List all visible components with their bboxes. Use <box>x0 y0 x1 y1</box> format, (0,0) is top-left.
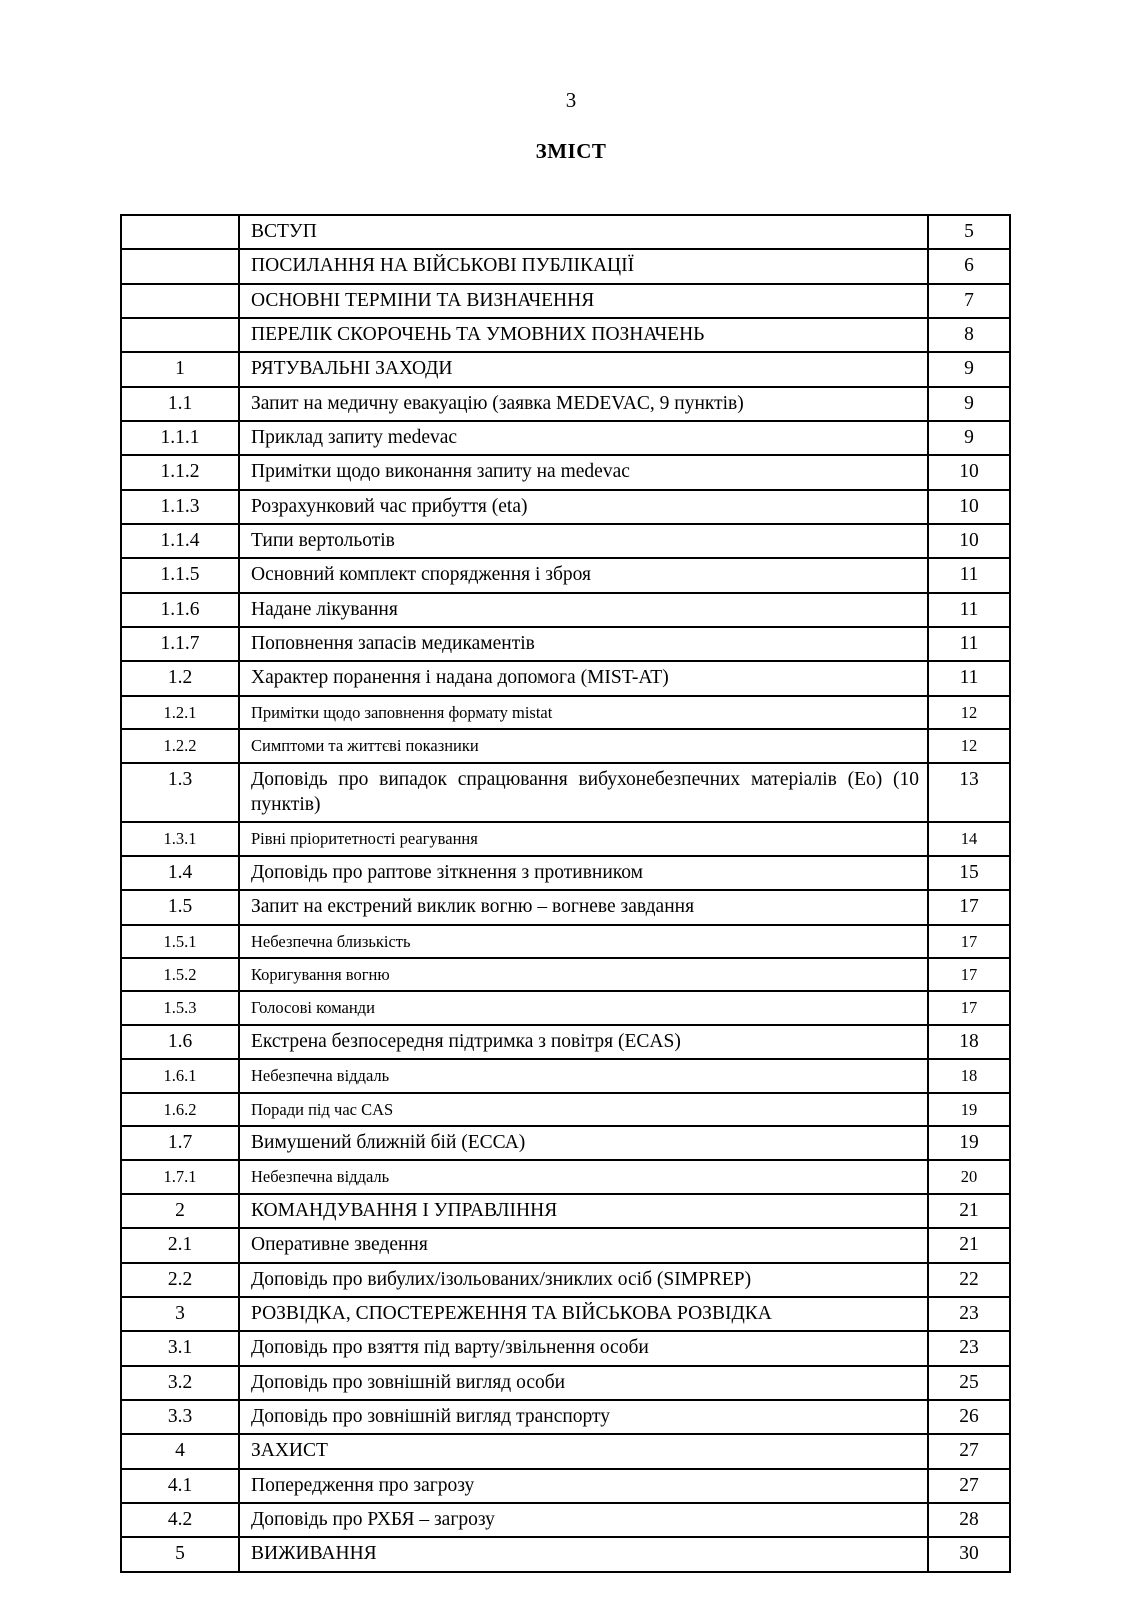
toc-row <box>121 1537 1010 1571</box>
toc-num: 4.1 <box>121 1469 239 1503</box>
toc-title: ВИЖИВАННЯ <box>239 1537 928 1571</box>
toc-page: 7 <box>928 284 1010 318</box>
toc-num: 1.1.3 <box>121 490 239 524</box>
page-number: 3 <box>565 88 577 112</box>
toc-title: Примітки щодо заповнення формату mistat <box>239 696 928 729</box>
toc-title: Характер поранення і надана допомога (MIST-AT) <box>239 661 928 695</box>
toc-num: 1.1.4 <box>121 524 239 558</box>
toc-title: Попередження про загрозу <box>239 1469 928 1503</box>
toc-num: 1.4 <box>121 856 239 890</box>
toc-title: Коригування вогню <box>239 958 928 991</box>
toc-title: РОЗВІДКА, СПОСТЕРЕЖЕННЯ ТА ВІЙСЬКОВА РОЗВІДКА <box>239 1297 928 1331</box>
toc-num: 1.2 <box>121 661 239 695</box>
toc-num <box>121 249 239 283</box>
toc-title: Доповідь про зовнішній вигляд особи <box>239 1366 928 1400</box>
toc-row <box>121 558 1010 592</box>
toc-page: 5 <box>928 215 1010 249</box>
toc-title: Голосові команди <box>239 991 928 1024</box>
toc-row <box>121 455 1010 489</box>
toc-row <box>121 387 1010 421</box>
toc-num: 4.2 <box>121 1503 239 1537</box>
toc-title: Симптоми та життєві показники <box>239 729 928 762</box>
toc-num: 3 <box>121 1297 239 1331</box>
page-title: ЗМІСТ <box>535 139 607 163</box>
toc-page: 11 <box>928 627 1010 661</box>
toc-page: 19 <box>928 1126 1010 1160</box>
toc-title: Доповідь про раптове зіткнення з противником <box>239 856 928 890</box>
toc-row <box>121 696 1010 729</box>
toc-page: 18 <box>928 1059 1010 1092</box>
toc-num <box>121 318 239 352</box>
toc-num: 1.1.6 <box>121 593 239 627</box>
toc-num: 2 <box>121 1194 239 1228</box>
toc-num: 4 <box>121 1434 239 1468</box>
toc-num: 1.6.2 <box>121 1093 239 1126</box>
toc-row <box>121 318 1010 352</box>
toc-num: 1.1.7 <box>121 627 239 661</box>
toc-title: Доповідь про РХБЯ – загрозу <box>239 1503 928 1537</box>
toc-num: 1.3 <box>121 763 239 823</box>
toc-row <box>121 991 1010 1024</box>
toc-title: ПОСИЛАННЯ НА ВІЙСЬКОВІ ПУБЛІКАЦІЇ <box>239 249 928 283</box>
toc-page: 17 <box>928 958 1010 991</box>
toc-title: РЯТУВАЛЬНІ ЗАХОДИ <box>239 352 928 386</box>
toc-title: Поповнення запасів медикаментів <box>239 627 928 661</box>
toc-title: Вимушений ближній бій (ЕССА) <box>239 1126 928 1160</box>
toc-num: 1.5.2 <box>121 958 239 991</box>
toc-title: Поради під час CAS <box>239 1093 928 1126</box>
toc-page: 11 <box>928 593 1010 627</box>
toc-page: 21 <box>928 1194 1010 1228</box>
toc-row <box>121 1126 1010 1160</box>
toc-page: 12 <box>928 696 1010 729</box>
toc-row <box>121 661 1010 695</box>
toc-num: 1.6.1 <box>121 1059 239 1092</box>
toc-title: Типи вертольотів <box>239 524 928 558</box>
toc-row <box>121 490 1010 524</box>
toc-page: 25 <box>928 1366 1010 1400</box>
toc-page: 12 <box>928 729 1010 762</box>
toc-row <box>121 215 1010 249</box>
toc-title: Розрахунковий час прибуття (eta) <box>239 490 928 524</box>
toc-num: 1.3.1 <box>121 822 239 855</box>
toc-title: Доповідь про випадок спрацювання вибухонебезпечних матеріалів (Ео) (10 пунктів) <box>239 763 928 823</box>
toc-body <box>121 215 1010 1572</box>
toc-page: 27 <box>928 1469 1010 1503</box>
toc-title: Основний комплект спорядження і зброя <box>239 558 928 592</box>
toc-page: 11 <box>928 661 1010 695</box>
toc-num: 1.5.1 <box>121 925 239 958</box>
toc-page: 14 <box>928 822 1010 855</box>
toc-row <box>121 249 1010 283</box>
toc-title: Рівні пріоритетності реагування <box>239 822 928 855</box>
toc-page: 6 <box>928 249 1010 283</box>
toc-title: Доповідь про зовнішній вигляд транспорту <box>239 1400 928 1434</box>
toc-page: 28 <box>928 1503 1010 1537</box>
toc-num: 1.7.1 <box>121 1160 239 1193</box>
toc-row <box>121 593 1010 627</box>
toc-row <box>121 1331 1010 1365</box>
toc-page: 10 <box>928 455 1010 489</box>
toc-num: 1.6 <box>121 1025 239 1059</box>
toc-row <box>121 1503 1010 1537</box>
toc-row <box>121 1059 1010 1092</box>
toc-title: ЗАХИСТ <box>239 1434 928 1468</box>
toc-row <box>121 1263 1010 1297</box>
toc-num: 1 <box>121 352 239 386</box>
toc-row <box>121 763 1010 823</box>
toc-row <box>121 352 1010 386</box>
toc-num: 1.2.2 <box>121 729 239 762</box>
toc-row <box>121 729 1010 762</box>
toc-title: Небезпечна близькість <box>239 925 928 958</box>
toc-page: 30 <box>928 1537 1010 1571</box>
toc-page: 9 <box>928 421 1010 455</box>
toc-num <box>121 284 239 318</box>
toc-row <box>121 421 1010 455</box>
toc-num <box>121 215 239 249</box>
toc-row <box>121 284 1010 318</box>
toc-title: Небезпечна віддаль <box>239 1160 928 1193</box>
toc-num: 1.1.2 <box>121 455 239 489</box>
toc-num: 3.2 <box>121 1366 239 1400</box>
toc-num: 3.3 <box>121 1400 239 1434</box>
toc-num: 1.1.5 <box>121 558 239 592</box>
toc-title: Приклад запиту medevac <box>239 421 928 455</box>
toc-title: КОМАНДУВАННЯ І УПРАВЛІННЯ <box>239 1194 928 1228</box>
toc-num: 2.2 <box>121 1263 239 1297</box>
toc-page: 21 <box>928 1228 1010 1262</box>
toc-title: Примітки щодо виконання запиту на medevac <box>239 455 928 489</box>
toc-page: 10 <box>928 524 1010 558</box>
toc-page: 9 <box>928 352 1010 386</box>
toc-row <box>121 1469 1010 1503</box>
toc-page: 17 <box>928 925 1010 958</box>
toc-row <box>121 1434 1010 1468</box>
toc-row <box>121 1400 1010 1434</box>
toc-title: Небезпечна віддаль <box>239 1059 928 1092</box>
toc-page: 17 <box>928 991 1010 1024</box>
toc-page: 27 <box>928 1434 1010 1468</box>
toc-row <box>121 925 1010 958</box>
toc-row <box>121 1194 1010 1228</box>
toc-page: 10 <box>928 490 1010 524</box>
toc-title: Запит на екстрений виклик вогню – вогневе завдання <box>239 890 928 924</box>
toc-title: Доповідь про взяття під варту/звільнення особи <box>239 1331 928 1365</box>
toc-row <box>121 856 1010 890</box>
toc-row <box>121 958 1010 991</box>
toc-row <box>121 524 1010 558</box>
toc-page: 11 <box>928 558 1010 592</box>
toc-table <box>120 214 1011 1573</box>
toc-num: 3.1 <box>121 1331 239 1365</box>
toc-title: ОСНОВНІ ТЕРМІНИ ТА ВИЗНАЧЕННЯ <box>239 284 928 318</box>
toc-page: 19 <box>928 1093 1010 1126</box>
toc-page: 17 <box>928 890 1010 924</box>
toc-row <box>121 890 1010 924</box>
toc-num: 1.1 <box>121 387 239 421</box>
toc-row <box>121 822 1010 855</box>
toc-num: 1.7 <box>121 1126 239 1160</box>
toc-page: 15 <box>928 856 1010 890</box>
toc-num: 1.1.1 <box>121 421 239 455</box>
toc-num: 1.5 <box>121 890 239 924</box>
toc-title: Екстрена безпосередня підтримка з повітря (ECAS) <box>239 1025 928 1059</box>
toc-page: 26 <box>928 1400 1010 1434</box>
toc-page: 9 <box>928 387 1010 421</box>
toc-num: 1.2.1 <box>121 696 239 729</box>
toc-title: Надане лікування <box>239 593 928 627</box>
toc-page: 8 <box>928 318 1010 352</box>
toc-page: 20 <box>928 1160 1010 1193</box>
toc-row <box>121 627 1010 661</box>
toc-num: 5 <box>121 1537 239 1571</box>
toc-title: Доповідь про вибулих/ізольованих/зниклих осіб (SIMPREP) <box>239 1263 928 1297</box>
toc-row <box>121 1228 1010 1262</box>
toc-num: 1.5.3 <box>121 991 239 1024</box>
toc-row <box>121 1160 1010 1193</box>
toc-page: 18 <box>928 1025 1010 1059</box>
toc-num: 2.1 <box>121 1228 239 1262</box>
toc-title: Оперативне зведення <box>239 1228 928 1262</box>
toc-row <box>121 1025 1010 1059</box>
toc-page: 22 <box>928 1263 1010 1297</box>
toc-page: 23 <box>928 1297 1010 1331</box>
toc-title: ВСТУП <box>239 215 928 249</box>
toc-page: 23 <box>928 1331 1010 1365</box>
toc-row <box>121 1366 1010 1400</box>
toc-row <box>121 1297 1010 1331</box>
toc-row <box>121 1093 1010 1126</box>
toc-title: Запит на медичну евакуацію (заявка MEDEVAC, 9 пунктів) <box>239 387 928 421</box>
toc-title: ПЕРЕЛІК СКОРОЧЕНЬ ТА УМОВНИХ ПОЗНАЧЕНЬ <box>239 318 928 352</box>
toc-page: 13 <box>928 763 1010 823</box>
